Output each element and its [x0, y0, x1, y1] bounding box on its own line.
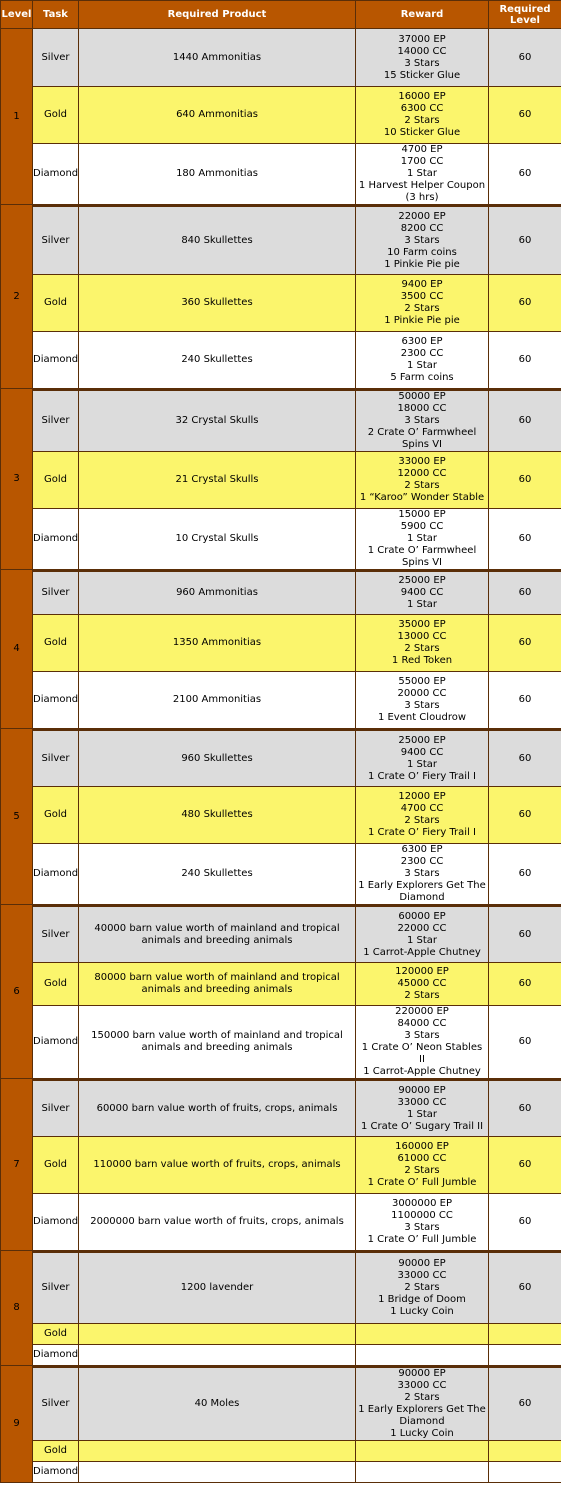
reward-item: 1 Carrot-Apple Chutney	[363, 1066, 481, 1077]
table-row	[1, 1251, 561, 1323]
table-row	[1, 787, 561, 843]
table-row	[1, 389, 561, 451]
reward-item: 4700 CC	[400, 803, 444, 814]
table-row	[1, 87, 561, 143]
required-product: 110000 barn value worth of fruits, crops, animals	[79, 1137, 355, 1193]
required-level	[489, 1441, 561, 1461]
reward-cell	[356, 1324, 488, 1344]
reward-item: Spins VI	[402, 439, 442, 450]
reward-item: 33000 CC	[397, 1380, 447, 1391]
reward-item: 1 Star	[406, 758, 438, 770]
reward-item: 1 Crate O’ Full Jumble	[367, 1177, 477, 1188]
reward-item: 1 Star	[406, 533, 438, 544]
reward-item: 1 Crate O’ Farmwheel	[367, 545, 477, 556]
level-number: 1	[1, 29, 32, 204]
reward-item: 2300 CC	[400, 348, 444, 359]
reward-item: 35000 EP	[398, 619, 446, 630]
table-row	[1, 1137, 561, 1193]
reward-item: 25000 EP	[398, 575, 446, 586]
required-level: 60	[489, 1366, 561, 1440]
reward-item: 33000 CC	[397, 1096, 447, 1108]
reward-item: 1 Pinkie Pie pie	[384, 258, 460, 270]
task-tier: Gold	[33, 963, 78, 1005]
required-level: 60	[489, 844, 561, 904]
reward-item: 3 Stars	[404, 57, 440, 69]
task-tier: Diamond	[33, 332, 78, 388]
reward-cell	[356, 672, 488, 728]
reward-item: 2 Stars	[404, 1282, 440, 1293]
reward-item: 22000 CC	[397, 922, 447, 934]
reward-item: 33000 EP	[398, 456, 446, 467]
reward-item: 13000 CC	[397, 631, 447, 642]
reward-item: Diamond	[399, 892, 445, 903]
task-tier: Diamond	[33, 1345, 78, 1365]
table-row	[1, 1345, 561, 1365]
reward-item: 1 Star	[406, 934, 438, 946]
level-number: 5	[1, 729, 32, 904]
reward-cell	[356, 1006, 488, 1078]
task-tier: Gold	[33, 787, 78, 843]
reward-cell	[356, 1366, 488, 1440]
reward-cell	[356, 205, 488, 274]
reward-item: 6300 EP	[401, 336, 443, 347]
table-row	[1, 1006, 561, 1078]
required-level: 60	[489, 144, 561, 204]
required-level: 60	[489, 1251, 561, 1323]
reward-item: 12000 EP	[398, 791, 446, 802]
required-product: 21 Crystal Skulls	[79, 452, 355, 508]
reward-item: 90000 EP	[398, 1368, 446, 1379]
required-level: 60	[489, 509, 561, 569]
reward-cell	[356, 275, 488, 331]
required-product: 40 Moles	[79, 1366, 355, 1440]
table-row	[1, 844, 561, 904]
table-row	[1, 1079, 561, 1136]
required-level: 60	[489, 1137, 561, 1193]
task-tier: Silver	[33, 729, 78, 786]
required-level: 60	[489, 615, 561, 671]
header-task: Task	[33, 1, 78, 28]
reward-item: Spins VI	[402, 557, 442, 568]
required-product: 840 Skullettes	[79, 205, 355, 274]
required-level	[489, 1462, 561, 1482]
reward-item: Diamond	[399, 1416, 445, 1427]
header-required-level: Required Level	[489, 1, 561, 28]
reward-item: 10 Farm coins	[387, 246, 457, 258]
table-row	[1, 205, 561, 274]
table-row	[1, 1194, 561, 1250]
reward-item: 16000 EP	[398, 91, 446, 102]
task-tier: Diamond	[33, 1462, 78, 1482]
task-tier: Silver	[33, 905, 78, 962]
required-level: 60	[489, 29, 561, 86]
reward-cell	[356, 615, 488, 671]
reward-cell	[356, 1462, 488, 1482]
task-tier: Diamond	[33, 1006, 78, 1078]
task-tier: Gold	[33, 615, 78, 671]
required-product	[79, 1462, 355, 1482]
table-row	[1, 615, 561, 671]
reward-item: 1 Bridge of Doom	[378, 1294, 466, 1305]
level-number: 3	[1, 389, 32, 569]
reward-item: 45000 CC	[397, 978, 447, 989]
table-body	[1, 29, 561, 1482]
required-level: 60	[489, 905, 561, 962]
reward-item: 2 Stars	[404, 815, 440, 826]
reward-item: 2 Stars	[404, 990, 440, 1001]
task-tier: Silver	[33, 1251, 78, 1323]
required-level: 60	[489, 787, 561, 843]
reward-cell	[356, 844, 488, 904]
reward-item: 3 Stars	[404, 1030, 440, 1041]
reward-item: 1 Star	[406, 168, 438, 179]
table-row	[1, 1462, 561, 1482]
reward-item: 3 Stars	[404, 868, 440, 879]
required-product: 2100 Ammonitias	[79, 672, 355, 728]
reward-item: 3000000 EP	[391, 1198, 453, 1209]
required-product: 180 Ammonitias	[79, 144, 355, 204]
reward-item: 1100000 CC	[391, 1210, 453, 1221]
reward-item: 1 Early Explorers Get The	[358, 1404, 486, 1415]
required-level: 60	[489, 452, 561, 508]
required-level: 60	[489, 87, 561, 143]
table-row	[1, 275, 561, 331]
reward-item: 3 Stars	[404, 700, 440, 711]
reward-cell	[356, 87, 488, 143]
required-product: 1350 Ammonitias	[79, 615, 355, 671]
task-tier: Gold	[33, 87, 78, 143]
reward-item: 220000 EP	[395, 1006, 449, 1017]
required-product	[79, 1324, 355, 1344]
reward-item: 1 Crate O’ Neon Stables	[361, 1042, 483, 1053]
reward-item: 33000 CC	[397, 1270, 447, 1281]
level-number: 2	[1, 205, 32, 388]
level-number: 6	[1, 905, 32, 1078]
reward-item: 1 Red Token	[391, 655, 453, 666]
reward-item: 1 Lucky Coin	[390, 1428, 454, 1439]
reward-item: 6300 CC	[400, 103, 444, 114]
reward-item: 22000 EP	[398, 210, 446, 222]
reward-cell	[356, 1441, 488, 1461]
table-row	[1, 332, 561, 388]
task-tier: Gold	[33, 1137, 78, 1193]
reward-item: 2 Stars	[404, 1392, 440, 1403]
reward-item: 1 Star	[406, 599, 438, 610]
required-product: 80000 barn value worth of mainland and tropical animals and breeding animals	[79, 963, 355, 1005]
required-level	[489, 1345, 561, 1365]
required-product	[79, 1441, 355, 1461]
reward-cell	[356, 389, 488, 451]
required-level: 60	[489, 1079, 561, 1136]
task-tier: Silver	[33, 1079, 78, 1136]
required-level: 60	[489, 963, 561, 1005]
header-required-product: Required Product	[79, 1, 355, 28]
reward-item: 3 Stars	[404, 1222, 440, 1233]
table-row	[1, 729, 561, 786]
reward-cell	[356, 332, 488, 388]
reward-item: 4700 EP	[401, 144, 443, 155]
required-product: 960 Skullettes	[79, 729, 355, 786]
reward-item: 3 Stars	[404, 415, 440, 426]
required-product: 10 Crystal Skulls	[79, 509, 355, 569]
table-row	[1, 29, 561, 86]
reward-cell	[356, 1079, 488, 1136]
required-level: 60	[489, 672, 561, 728]
reward-cell	[356, 905, 488, 962]
reward-item: 2300 CC	[400, 856, 444, 867]
reward-item: 1 Crate O’ Sugary Trail II	[360, 1120, 484, 1132]
task-tier: Silver	[33, 205, 78, 274]
required-level: 60	[489, 275, 561, 331]
reward-cell	[356, 570, 488, 614]
table-row	[1, 570, 561, 614]
task-tier: Diamond	[33, 509, 78, 569]
reward-item: 1700 CC	[400, 156, 444, 167]
reward-item: 25000 EP	[398, 734, 446, 746]
required-product: 960 Ammonitias	[79, 570, 355, 614]
required-product: 2000000 barn value worth of fruits, crops, animals	[79, 1194, 355, 1250]
reward-cell	[356, 452, 488, 508]
level-number: 4	[1, 570, 32, 728]
table-row	[1, 963, 561, 1005]
reward-item: 8200 CC	[400, 222, 444, 234]
required-product: 240 Skullettes	[79, 844, 355, 904]
task-tier: Gold	[33, 452, 78, 508]
required-product: 32 Crystal Skulls	[79, 389, 355, 451]
reward-item: 1 Star	[406, 1108, 438, 1120]
reward-item: 1 Harvest Helper Coupon	[358, 180, 486, 191]
reward-item: 1 Lucky Coin	[390, 1306, 454, 1317]
required-level: 60	[489, 205, 561, 274]
table-row	[1, 1366, 561, 1440]
required-level: 60	[489, 1194, 561, 1250]
table-row	[1, 144, 561, 204]
reward-item: 1 Event Cloudrow	[377, 712, 467, 723]
reward-item: 160000 EP	[395, 1141, 449, 1152]
reward-item: II	[419, 1054, 425, 1065]
reward-cell	[356, 144, 488, 204]
reward-cell	[356, 1137, 488, 1193]
required-product: 60000 barn value worth of fruits, crops, animals	[79, 1079, 355, 1136]
header-reward: Reward	[356, 1, 488, 28]
required-product: 1440 Ammonitias	[79, 29, 355, 86]
reward-item: 120000 EP	[395, 966, 449, 977]
reward-item: 1 Carrot-Apple Chutney	[363, 946, 481, 958]
reward-item: 1 Crate O’ Full Jumble	[367, 1234, 477, 1245]
required-level: 60	[489, 729, 561, 786]
task-tier: Diamond	[33, 1194, 78, 1250]
reward-item: 50000 EP	[398, 391, 446, 402]
reward-cell	[356, 29, 488, 86]
reward-item: 2 Stars	[404, 1165, 440, 1176]
task-tier: Diamond	[33, 672, 78, 728]
reward-cell	[356, 509, 488, 569]
table-row	[1, 452, 561, 508]
reward-item: 1 Pinkie Pie pie	[384, 315, 460, 326]
reward-item: 3 Stars	[404, 234, 440, 246]
reward-cell	[356, 787, 488, 843]
reward-item: 2 Stars	[404, 303, 440, 314]
reward-item: 1 Crate O’ Fiery Trail I	[368, 770, 476, 782]
required-product: 1200 lavender	[79, 1251, 355, 1323]
reward-item: 37000 EP	[398, 33, 446, 45]
required-level: 60	[489, 1006, 561, 1078]
task-tier: Diamond	[33, 144, 78, 204]
reward-item: 12000 CC	[397, 468, 447, 479]
reward-item: 55000 EP	[398, 676, 446, 687]
reward-item: 10 Sticker Glue	[383, 127, 461, 138]
reward-item: (3 hrs)	[405, 192, 439, 203]
reward-item: 18000 CC	[397, 403, 447, 414]
task-tier: Silver	[33, 29, 78, 86]
table-row	[1, 509, 561, 569]
reward-item: 1 Star	[406, 360, 438, 371]
reward-item: 1 Early Explorers Get The	[358, 880, 486, 891]
task-tier: Silver	[33, 570, 78, 614]
required-product: 360 Skullettes	[79, 275, 355, 331]
level-number: 9	[1, 1366, 32, 1482]
level-number: 8	[1, 1251, 32, 1365]
required-level: 60	[489, 570, 561, 614]
reward-item: 14000 CC	[397, 45, 447, 57]
reward-item: 61000 CC	[397, 1153, 447, 1164]
reward-item: 1 Crate O’ Fiery Trail I	[368, 827, 476, 838]
table-row	[1, 1324, 561, 1344]
required-level: 60	[489, 332, 561, 388]
reward-cell	[356, 1345, 488, 1365]
required-level: 60	[489, 389, 561, 451]
reward-item: 84000 CC	[397, 1018, 447, 1029]
reward-item: 60000 EP	[398, 910, 446, 922]
task-tier: Gold	[33, 1441, 78, 1461]
reward-item: 90000 EP	[398, 1258, 446, 1269]
reward-item: 6300 EP	[401, 844, 443, 855]
reward-item: 15 Sticker Glue	[383, 69, 461, 81]
reward-item: 15000 EP	[398, 509, 446, 520]
required-level	[489, 1324, 561, 1344]
task-tier: Silver	[33, 389, 78, 451]
reward-cell	[356, 729, 488, 786]
reward-item: 9400 CC	[400, 587, 444, 598]
reward-item: 5 Farm coins	[390, 372, 454, 383]
reward-item: 2 Stars	[404, 480, 440, 491]
required-product: 240 Skullettes	[79, 332, 355, 388]
reward-cell	[356, 963, 488, 1005]
reward-item: 90000 EP	[398, 1084, 446, 1096]
header-level: Level	[1, 1, 32, 28]
reward-item: 2 Stars	[404, 115, 440, 126]
required-product: 480 Skullettes	[79, 787, 355, 843]
reward-item: 1 “Karoo” Wonder Stable	[359, 492, 485, 503]
required-product: 640 Ammonitias	[79, 87, 355, 143]
task-tier: Gold	[33, 275, 78, 331]
task-tier: Gold	[33, 1324, 78, 1344]
required-product: 150000 barn value worth of mainland and tropical animals and breeding animals	[79, 1006, 355, 1078]
reward-item: 9400 EP	[401, 279, 443, 290]
table-row	[1, 1441, 561, 1461]
required-product	[79, 1345, 355, 1365]
table-row	[1, 672, 561, 728]
reward-item: 20000 CC	[397, 688, 447, 699]
table-row	[1, 905, 561, 962]
reward-cell	[356, 1194, 488, 1250]
reward-item: 3500 CC	[400, 291, 444, 302]
required-product: 40000 barn value worth of mainland and tropical animals and breeding animals	[79, 905, 355, 962]
reward-item: 5900 CC	[400, 521, 444, 532]
level-number: 7	[1, 1079, 32, 1250]
header-row	[1, 1, 561, 28]
reward-item: 2 Crate O’ Farmwheel	[367, 427, 477, 438]
reward-cell	[356, 1251, 488, 1323]
reward-item: 9400 CC	[400, 746, 444, 758]
task-tier: Diamond	[33, 844, 78, 904]
task-tier: Silver	[33, 1366, 78, 1440]
reward-item: 2 Stars	[404, 643, 440, 654]
